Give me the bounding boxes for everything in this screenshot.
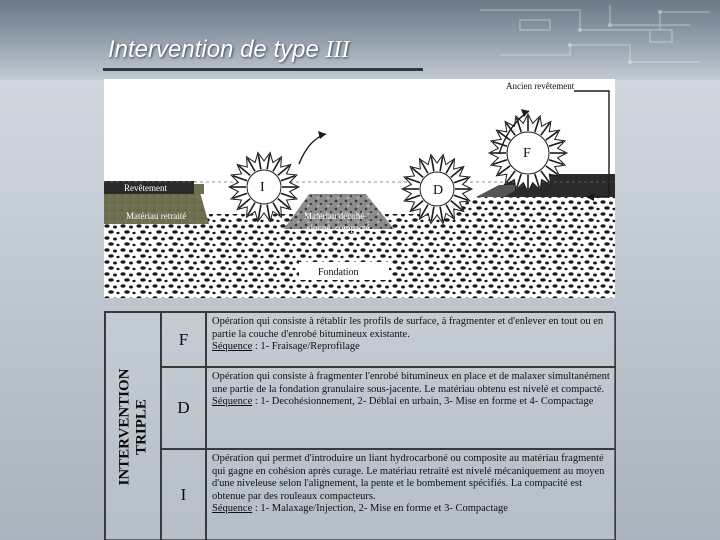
materiau-retraite-label: Matériau retraité xyxy=(126,211,187,221)
row-f-description: Opération qui consiste à rétablir les profils de surface, à fragmenter et d'enlever en tout ou en partie la couche d'enrobé bitumineux existante. Séquence : 1- Fraisage/Reprofilage xyxy=(206,312,616,367)
road-recycling-diagram xyxy=(104,79,615,298)
ancien-revetement-label: Ancien revêtement xyxy=(506,81,575,91)
row-i-letter: I xyxy=(161,449,206,540)
drum-d-label: D xyxy=(433,183,444,198)
materiau-decohesionne-label-1: Matériau décohé- xyxy=(304,211,368,221)
revetement-label: Revêtement xyxy=(124,183,167,193)
row-d-letter: D xyxy=(161,367,206,449)
page-title: Intervention de type III xyxy=(108,36,350,63)
drum-f-label: F xyxy=(523,146,531,161)
circuit-decoration xyxy=(460,0,720,80)
row-d-description: Opération qui consiste à fragmenter l'enrobé bitumineux en place et de malaxer simultanément une partie de la fondation granulaire sous-jacente. Le matériau obtenu est nivelé et compacté. Séquence : 1- Decohésionnement, 2- Déblai en urbain, 3- Mise en forme et 4- Compactage xyxy=(206,367,616,449)
intervention-triple-label: INTERVENTION TRIPLE xyxy=(116,368,149,485)
title-underline xyxy=(103,68,423,71)
row-f-letter: F xyxy=(161,312,206,367)
intervention-triple-cell xyxy=(105,312,161,540)
drum-i-label: I xyxy=(260,180,265,195)
row-i-description: Opération qui permet d'introduire un liant hydrocarboné ou composite au matériau fragmenté qui gagne en cohésion après curage. Le matériau retraité est nivelé mécaniquement au moyen d'une niveleuse selon l'alignement, la pente et le bombement spécifiés. La compacité est obtenue par des rouleaux compacteurs. Séquence : 1- Malaxage/Injection, 2- Mise en forme et 3- Compactage xyxy=(206,449,616,540)
materiau-decohesionne-label-2: sionné, compacté xyxy=(307,223,370,233)
fondation-label: Fondation xyxy=(318,267,359,278)
intervention-table xyxy=(104,311,615,540)
